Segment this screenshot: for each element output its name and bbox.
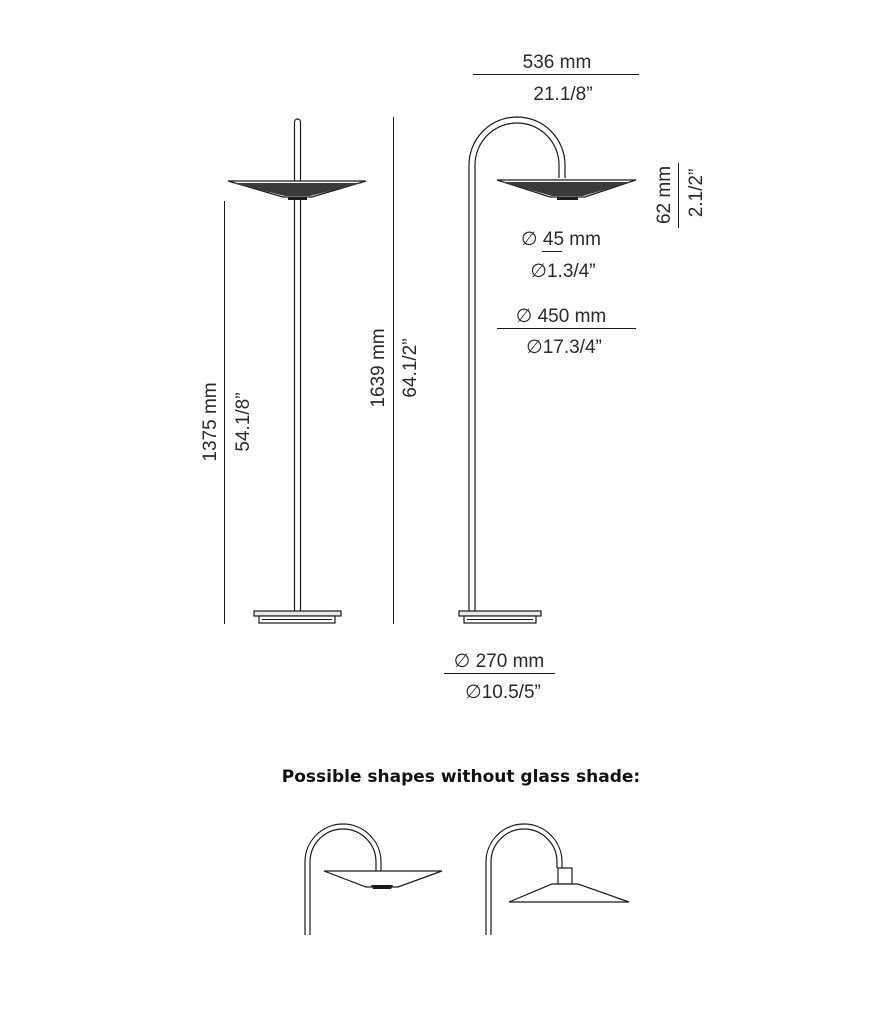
arm-width-in-label: 21.1/8” xyxy=(533,84,593,105)
variant-disc-shade-body xyxy=(324,871,442,887)
arc-floor-lamp xyxy=(459,117,636,623)
arc-lamp-base xyxy=(459,611,541,616)
variant-cone-shade-socket xyxy=(558,868,572,884)
base-diameter-mm-label: ∅ 270 mm xyxy=(453,651,545,672)
shade-height-in-label: 2.1/2” xyxy=(686,168,707,218)
shade-diameter-in-label: ∅17.3/4” xyxy=(526,337,602,358)
shade-height-mm-label: 62 mm xyxy=(654,165,675,225)
variant-cone-shade xyxy=(486,824,629,935)
arc-height-in-label: 64.1/2” xyxy=(400,338,421,398)
diffuser-diameter-in-label: ∅1.3/4” xyxy=(530,261,596,282)
straight-floor-lamp xyxy=(228,119,366,623)
straight-height-mm-label: 1375 mm xyxy=(200,382,221,462)
shade-diameter-mm-label: ∅ 450 mm xyxy=(515,306,607,327)
arc-height-mm-label: 1639 mm xyxy=(368,328,389,408)
straight-height-in-label: 54.1/8” xyxy=(233,392,254,452)
variant-cone-shade-body xyxy=(509,884,629,902)
diffuser-diameter-mm-label: ∅ 45 mm xyxy=(521,229,601,250)
base-diameter-in-label: ∅10.5/5” xyxy=(465,682,541,703)
straight-lamp-base xyxy=(254,611,341,616)
section-heading: Possible shapes without glass shade: xyxy=(281,767,641,787)
variant-disc-shade xyxy=(305,824,442,935)
arm-width-mm-label: 536 mm xyxy=(522,52,592,73)
